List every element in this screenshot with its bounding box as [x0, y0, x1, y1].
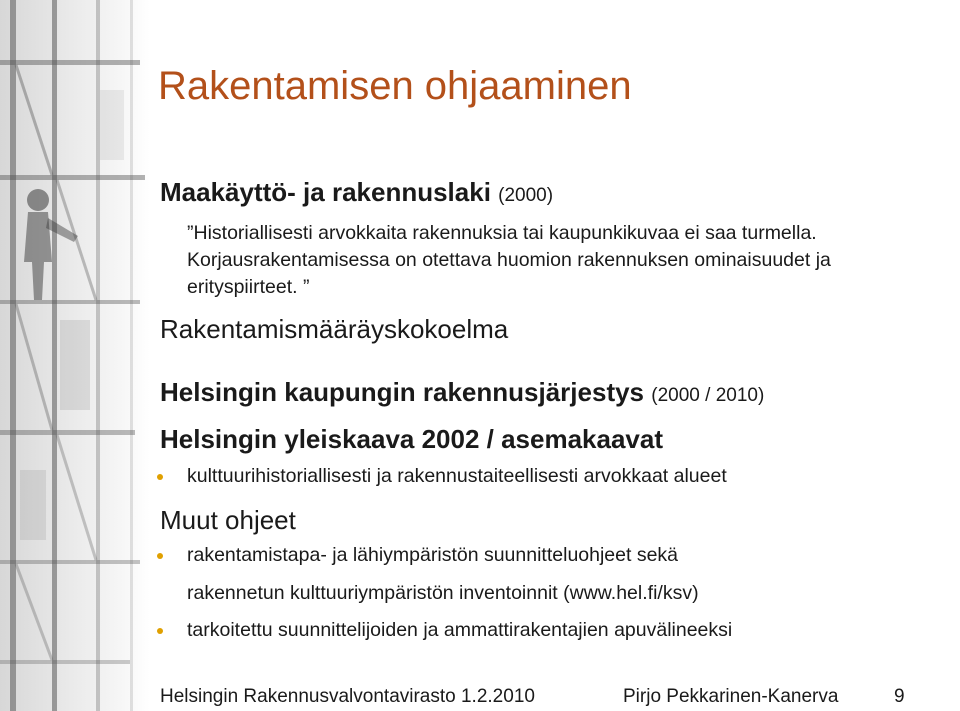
footer-organization: Helsingin Rakennusvalvontavirasto 1.2.2010 — [160, 686, 535, 707]
heading-year-note: (2000 / 2010) — [651, 385, 765, 406]
footer-author: Pirjo Pekkarinen-Kanerva — [623, 686, 839, 707]
law-quote: ”Historiallisesti arvokkaita rakennuksia tai kaupunkikuvaa ei saa turmella. Korjausrakentamisessa on otettava huomion rakennuksen ominaisuudet ja erityspiirteet. ” — [187, 222, 831, 298]
scaffolding-illustration — [0, 0, 150, 711]
scaffolding-photo — [0, 0, 150, 711]
footer-page-number: 9 — [894, 686, 905, 707]
slide-title: Rakentamisen ohjaaminen — [158, 64, 632, 108]
bullet-item-planning-guidelines: rakentamistapa- ja lähiympäristön suunnitteluohjeet sekä — [187, 544, 679, 566]
section-heading-building-ordinance — [160, 377, 764, 408]
section-heading-building-code: Rakentamismääräyskokoelma — [160, 314, 509, 344]
heading-year-note: (2000) — [498, 185, 554, 206]
bullet-dot — [157, 474, 163, 480]
heading-text: Maakäyttö- ja rakennuslaki — [160, 177, 491, 207]
heading-text: Helsingin kaupungin rakennusjärjestys — [160, 377, 645, 407]
section-heading-other-guidelines: Muut ohjeet — [160, 505, 296, 535]
section-heading-land-use-act — [160, 177, 553, 208]
bullet-item-intended-for: tarkoitettu suunnittelijoiden ja ammattirakentajien apuvälineeksi — [187, 619, 733, 641]
section-heading-master-plan: Helsingin yleiskaava 2002 / asemakaavat — [160, 424, 664, 454]
bullet-dot — [157, 628, 163, 634]
bullet-dot — [157, 553, 163, 559]
bullet-item-valuable-areas: kulttuurihistoriallisesti ja rakennustaiteellisesti arvokkaat alueet — [187, 465, 727, 487]
bullet-item-continuation: rakennetun kulttuuriympäristön inventoinnit (www.hel.fi/ksv) — [187, 582, 699, 604]
